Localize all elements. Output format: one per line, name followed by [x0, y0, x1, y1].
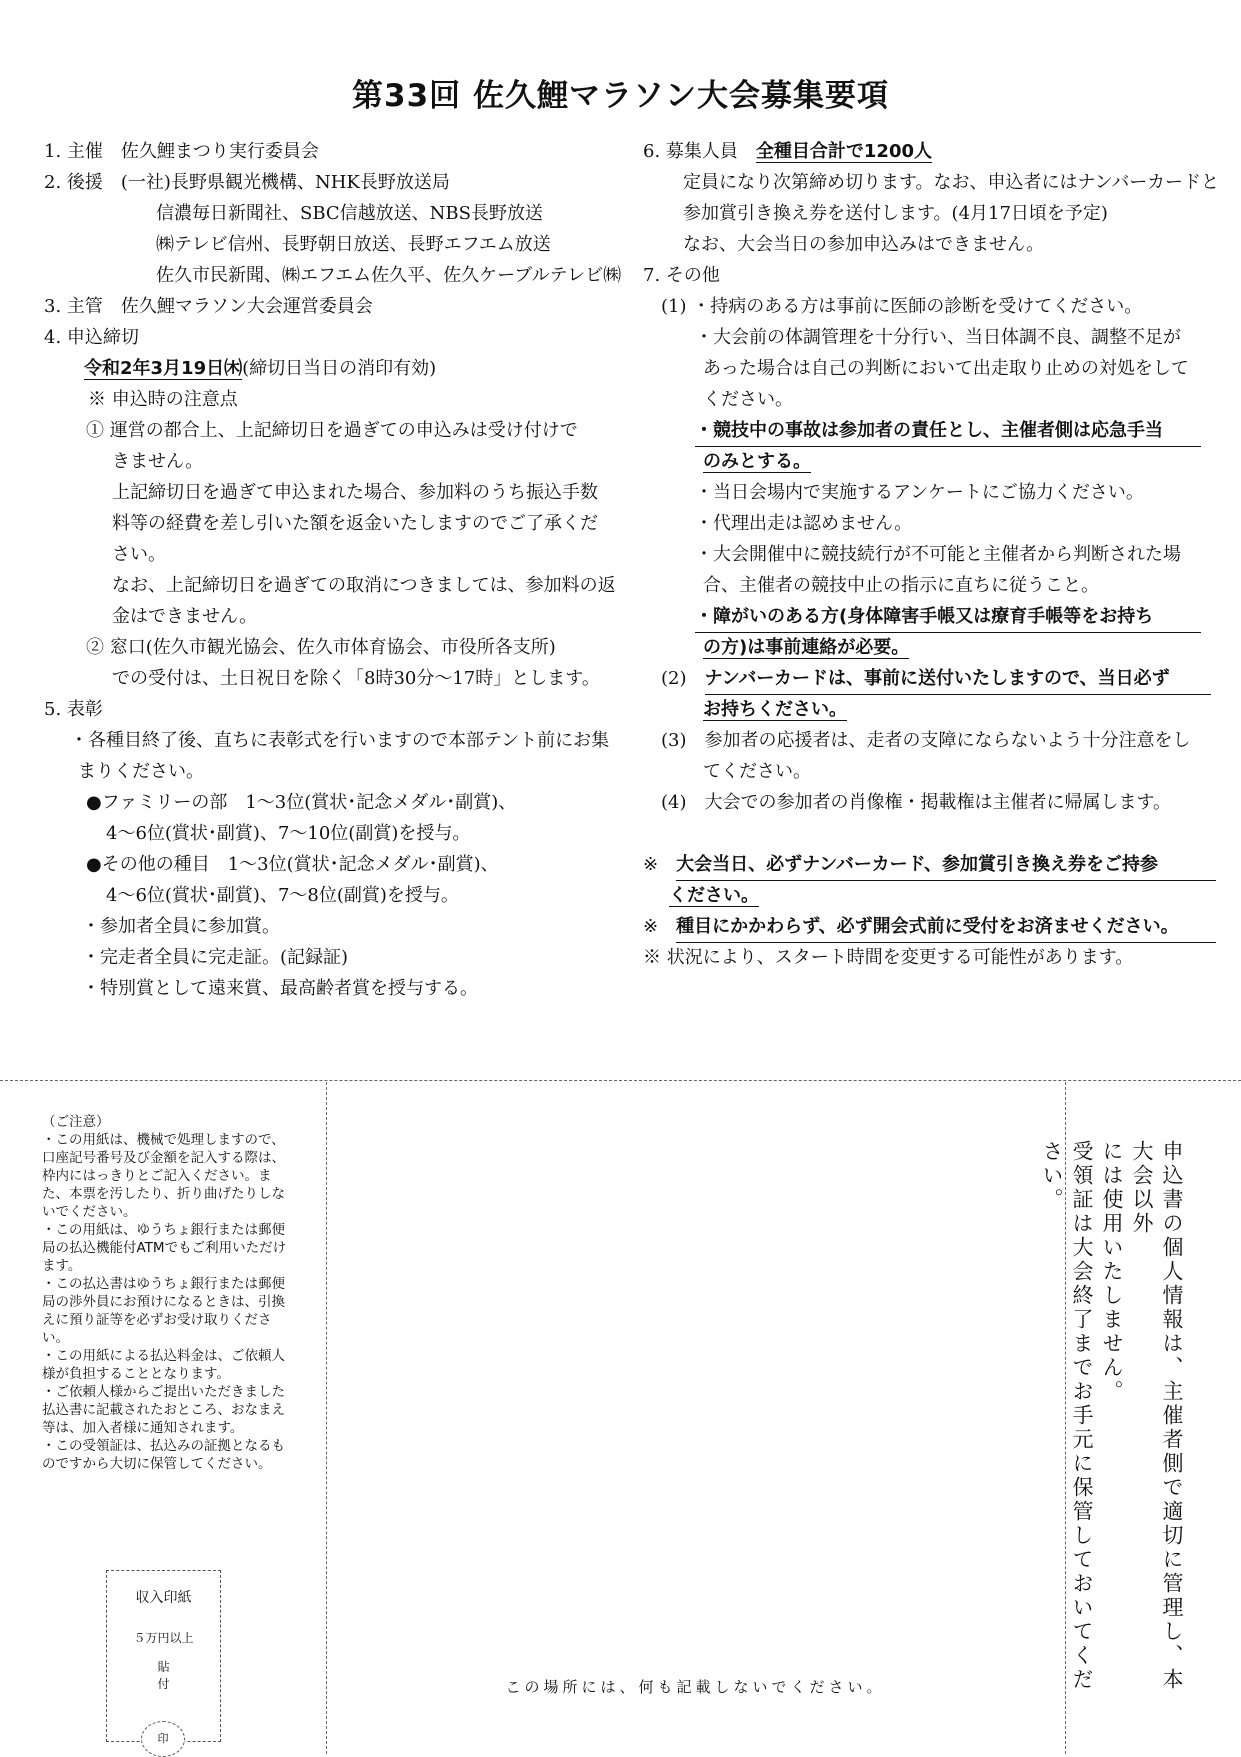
award-text: まりください。 — [78, 761, 204, 782]
item-awards: 5. 表彰 — [44, 699, 103, 720]
item-capacity: 6. 募集人員 全種目合計で1200人 — [643, 141, 933, 162]
right-column — [643, 136, 1223, 973]
caution-text: さい。 — [112, 544, 166, 565]
award-other-detail: 4～6位(賞状･副賞)、7～8位(副賞)を授与。 — [106, 885, 459, 906]
item-management: 3. 主管 佐久鯉マラソン大会運営委員会 — [44, 296, 373, 317]
caution-heading: ※ 申込時の注意点 — [88, 389, 238, 410]
notes-heading: （ご注意） — [42, 1114, 110, 1130]
payment-notes — [42, 1113, 287, 1473]
other-text: ・代理出走は認めません。 — [695, 513, 913, 534]
bring-notice: ※ 大会当日、必ずナンバーカード、参加賞引き換え券をご持参 — [643, 849, 1223, 880]
other-item-1: (1) ・持病のある方は事前に医師の診断を受けてください。 — [661, 296, 1143, 317]
seal-circle: 印 — [141, 1721, 185, 1757]
capacity-text: 参加賞引き換え券を送付します。(4月17日頃を予定) — [683, 203, 1108, 224]
deadline-note: (締切日当日の消印有効) — [242, 358, 437, 379]
award-text: ・各種目終了後、直ちに表彰式を行いますので本部テント前にお集 — [70, 730, 610, 751]
other-text: 合、主催者の競技中止の指示に直ちに従うこと。 — [703, 575, 1099, 596]
capacity-text: なお、大会当日の参加申込みはできません。 — [683, 234, 1045, 255]
vertical-line: には使用いたしません。 — [1100, 1140, 1124, 1404]
other-item-3: (3) 参加者の応援者は、走者の支障にならないよう十分注意をし — [661, 730, 1191, 751]
other-text: ・大会前の体調管理を十分行い、当日体調不良、調整不足が — [695, 327, 1181, 348]
item-other: 7. その他 — [643, 265, 720, 286]
start-time-notice: ※ 状況により、スタート時間を変更する可能性があります。 — [643, 947, 1134, 968]
caution-item: ② 窓口(佐久市観光協会、佐久市体育協会、市役所各支所) — [86, 637, 556, 658]
other-text: ・大会開催中に競技続行が不可能と主催者から判断された場 — [695, 544, 1181, 565]
note-item: ・ご依頼人様からご提出いただきました払込書に記載されたおところ、おなまえ等は、加入者様に通知されます。 — [42, 1384, 285, 1436]
disability-notice: ・障がいのある方(身体障害手帳又は療育手帳等をお持ち — [643, 601, 1223, 632]
accident-notice: のみとする。 — [703, 451, 811, 472]
other-item-4: (4) 大会での参加者の肖像権・掲載権は主催者に帰属します。 — [661, 792, 1172, 813]
left-column — [44, 136, 624, 1004]
stamp-affix: 貼付 — [157, 1660, 200, 1691]
other-text: てください。 — [703, 761, 811, 782]
caution-text: なお、上記締切日を過ぎての取消につきましては、参加料の返 — [112, 575, 616, 596]
note-item: ・この受領証は、払込みの証拠となるものですから大切に保管してください。 — [42, 1438, 285, 1472]
note-item: ・この用紙による払込料金は、ご依頼人様が負担することとなります。 — [42, 1348, 285, 1382]
other-item-2: (2) ナンバーカードは、事前に送付いたしますので、当日必ず — [643, 663, 1223, 694]
stamp-amount: ５万円以上 — [133, 1631, 194, 1645]
award-finisher: ・完走者全員に完走証。(記録証) — [82, 947, 349, 968]
caution-item: ① 運営の都合上、上記締切日を過ぎての申込みは受け付けで — [86, 420, 578, 441]
accident-notice: ・競技中の事故は参加者の責任とし、主催者側は応急手当 — [643, 415, 1223, 446]
sponsor-line: 信濃毎日新聞社、SBC信越放送、NBS長野放送 — [156, 203, 543, 224]
award-family: ●ファミリーの部 1～3位(賞状･記念メダル･副賞)、 — [86, 792, 517, 813]
item-deadline: 4. 申込締切 — [44, 327, 139, 348]
reception-notice: ※ 種目にかかわらず、必ず開会式前に受付をお済ませください。 — [643, 911, 1223, 942]
caution-text: 金はできません。 — [112, 606, 258, 627]
award-family-detail: 4～6位(賞状･副賞)、7～10位(副賞)を授与。 — [106, 823, 471, 844]
vertical-line: 受領証は大会終了までお手元に保管しておいてください。 — [1040, 1140, 1094, 1692]
cut-line-vertical-left — [326, 1082, 327, 1754]
award-other: ●その他の種目 1～3位(賞状･記念メダル･副賞)、 — [86, 854, 499, 875]
capacity-value: 全種目合計で1200人 — [755, 141, 933, 162]
award-participation: ・参加者全員に参加賞。 — [82, 916, 280, 937]
note-item: ・この用紙は、ゆうちょ銀行または郵便局の払込機能付ATMでもご利用いただけます。 — [42, 1222, 287, 1274]
sponsor-line: 佐久市民新聞、㈱エフエム佐久平、佐久ケーブルテレビ㈱ — [156, 265, 622, 286]
revenue-stamp-box — [106, 1570, 221, 1745]
other-text: ・当日会場内で実施するアンケートにご協力ください。 — [695, 482, 1144, 503]
other-text: ください。 — [703, 389, 793, 410]
note-item: ・この用紙は、機械で処理しますので、口座記号番号及び金額を記入する際は、枠内にはっきりとご記入ください。また、本票を汚したり、折り曲げたりしないでください。 — [42, 1132, 285, 1220]
vertical-line: 申込書の個人情報は、主催者側で適切に管理し、本大会以外 — [1130, 1140, 1184, 1692]
award-special: ・特別賞として遠来賞、最高齢者賞を授与する。 — [82, 978, 478, 999]
deadline-date: 令和2年3月19日㈭ — [84, 358, 243, 379]
capacity-text: 定員になり次第締め切ります。なお、申込者にはナンバーカードと — [683, 172, 1220, 193]
stamp-label: 収入印紙 — [135, 1590, 192, 1606]
other-text: あった場合は自己の判断において出走取り止めの対処をして — [703, 358, 1189, 379]
caution-text: での受付は、土日祝日を除く「8時30分～17時」とします。 — [112, 668, 600, 689]
sponsor-line: ㈱テレビ信州、長野朝日放送、長野エフエム放送 — [156, 234, 551, 255]
caution-text: 上記締切日を過ぎて申込まれた場合、参加料のうち振込手数 — [112, 482, 598, 503]
deadline-line — [44, 353, 624, 384]
caution-text: きません。 — [112, 451, 204, 472]
caution-text: 料等の経費を差し引いた額を返金いたしますのでご了承くだ — [112, 513, 598, 534]
bring-notice: ください。 — [669, 885, 759, 906]
item-organizer: 1. 主催 佐久鯉まつり実行委員会 — [44, 141, 319, 162]
item-sponsor: 2. 後援 (一社)長野県観光機構、NHK長野放送局 — [44, 172, 450, 193]
page-title: 第33回 佐久鯉マラソン大会募集要項 — [352, 78, 889, 114]
number-card-notice: お持ちください。 — [703, 699, 847, 720]
do-not-write-note: この場所には、何も記載しないでください。 — [505, 1678, 886, 1696]
disability-notice: の方)は事前連絡が必要。 — [703, 637, 910, 658]
note-item: ・この払込書はゆうちょ銀行または郵便局の渉外員にお預けになるときは、引換えに預り証等を必ずお受け取りください。 — [42, 1276, 285, 1346]
privacy-note-vertical — [1037, 1140, 1187, 1700]
cut-line-horizontal — [0, 1080, 1241, 1081]
